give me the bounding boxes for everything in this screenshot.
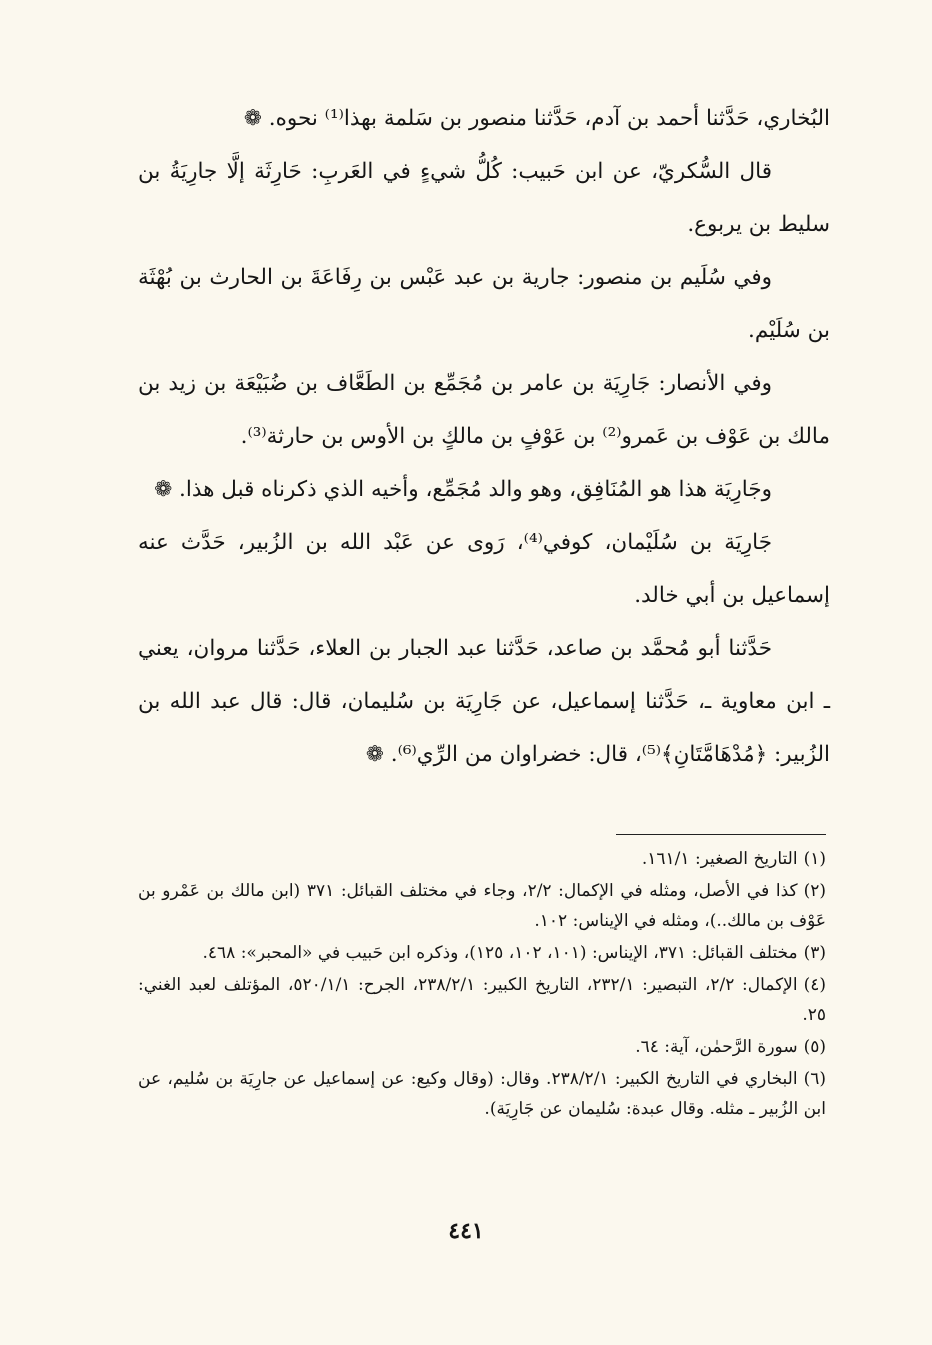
body-paragraph: وفي سُلَيم بن منصور: جارية بن عبد عَبْس بن رِفَاعَةَ بن الحارث بن بُهْثَة بن سُلَيْم. xyxy=(138,265,830,343)
footnote-separator xyxy=(616,834,826,835)
body-paragraph: البُخاري، حَدَّثنا أحمد بن آدم، حَدَّثنا منصور بن سَلمة بهذا⁽¹⁾ نحوه. ❁ xyxy=(243,106,830,131)
footnote xyxy=(138,1032,826,1062)
footnote xyxy=(138,938,826,968)
main-text xyxy=(138,92,830,781)
body-paragraph: وفي الأنصار: جَارِيَة بن عامر بن مُجَمِّع بن الطَعَّاف بن ضُبَيْعَة بن زيد بن مالك بن عَوْف بن عَمرو⁽²⁾ بن عَوْفٍ بن مالكٍ بن الأوس بن حارثة⁽³⁾. xyxy=(138,371,830,449)
footnote-text: البخاري في التاريخ الكبير: ٢٣٨/٢/١. وقال: (وقال وكيع: عن إسماعيل عن جارِيَة بن سُليم، عن ابن الزُبير ـ مثله. وقال عبدة: سُليمان عن جَارِيَة). xyxy=(138,1069,826,1119)
footnote xyxy=(138,876,826,936)
footnotes xyxy=(138,844,826,1126)
body-paragraph: قال السُّكريّ، عن ابن حَبيب: كُلُّ شيءٍ في العَربِ: حَارِثَة إلَّا جارِيَةُ بن سليط بن يربوع. xyxy=(138,159,830,237)
footnote xyxy=(138,970,826,1030)
body-paragraph: وجَارِيَة هذا هو المُنَافِق، وهو والد مُجَمِّع، وأخيه الذي ذكرناه قبل هذا. ❁ xyxy=(154,477,772,502)
footnote-number: (١) xyxy=(803,849,826,869)
body-paragraph: حَدَّثنا أبو مُحمَّد بن صاعد، حَدَّثنا عبد الجبار بن العلاء، حَدَّثنا مروان، يعني ـ ابن معاوية ـ، حَدَّثنا إسماعيل، عن جَارِيَة بن سُليمان، قال: قال عبد الله بن الزُبير: ﴿مُدْهَامَّتَانِ﴾⁽⁵⁾، قال: خضراوان من الرِّي⁽⁶⁾. ❁ xyxy=(138,636,830,767)
footnote-text: سورة الرَّحمٰن، آية: ٦٤. xyxy=(635,1037,798,1057)
footnote-number: (٤) xyxy=(803,975,827,995)
footnote-number: (٥) xyxy=(803,1037,826,1057)
footnote-number: (٢) xyxy=(803,881,827,901)
footnote-text: التاريخ الصغير: ١٦١/١. xyxy=(641,849,798,869)
body-paragraph: جَارِيَة بن سُلَيْمان، كوفي⁽⁴⁾، رَوى عن عَبْد الله بن الزُبير، حَدَّث عنه إسماعيل بن أبي خالد. xyxy=(138,530,830,608)
footnote-number: (٦) xyxy=(803,1069,827,1089)
footnote xyxy=(138,1064,826,1124)
footnote-text: كذا في الأصل، ومثله في الإكمال: ٢/٢، وجاء في مختلف القبائل: ٣٧١ (ابن مالك بن عَمْرو بن عَوْف بن مالك..)، ومثله في الإيناس: ١٠٢. xyxy=(138,881,826,931)
footnote-text: الإكمال: ٢/٢، التبصير: ٢٣٢/١، التاريخ الكبير: ٢٣٨/٢/١، الجرح: ٥٢٠/١/١، المؤتلف لعبد الغني: ٢٥. xyxy=(138,975,826,1025)
footnote-number: (٣) xyxy=(803,943,826,963)
page-number: ٤٤١ xyxy=(448,1218,484,1244)
footnote xyxy=(138,844,826,874)
footnote-text: مختلف القبائل: ٣٧١، الإيناس: (١٠١، ١٠٢، ١٢٥)، وذكره ابن حَبيب في «المحبر»: ٤٦٨. xyxy=(202,943,798,963)
